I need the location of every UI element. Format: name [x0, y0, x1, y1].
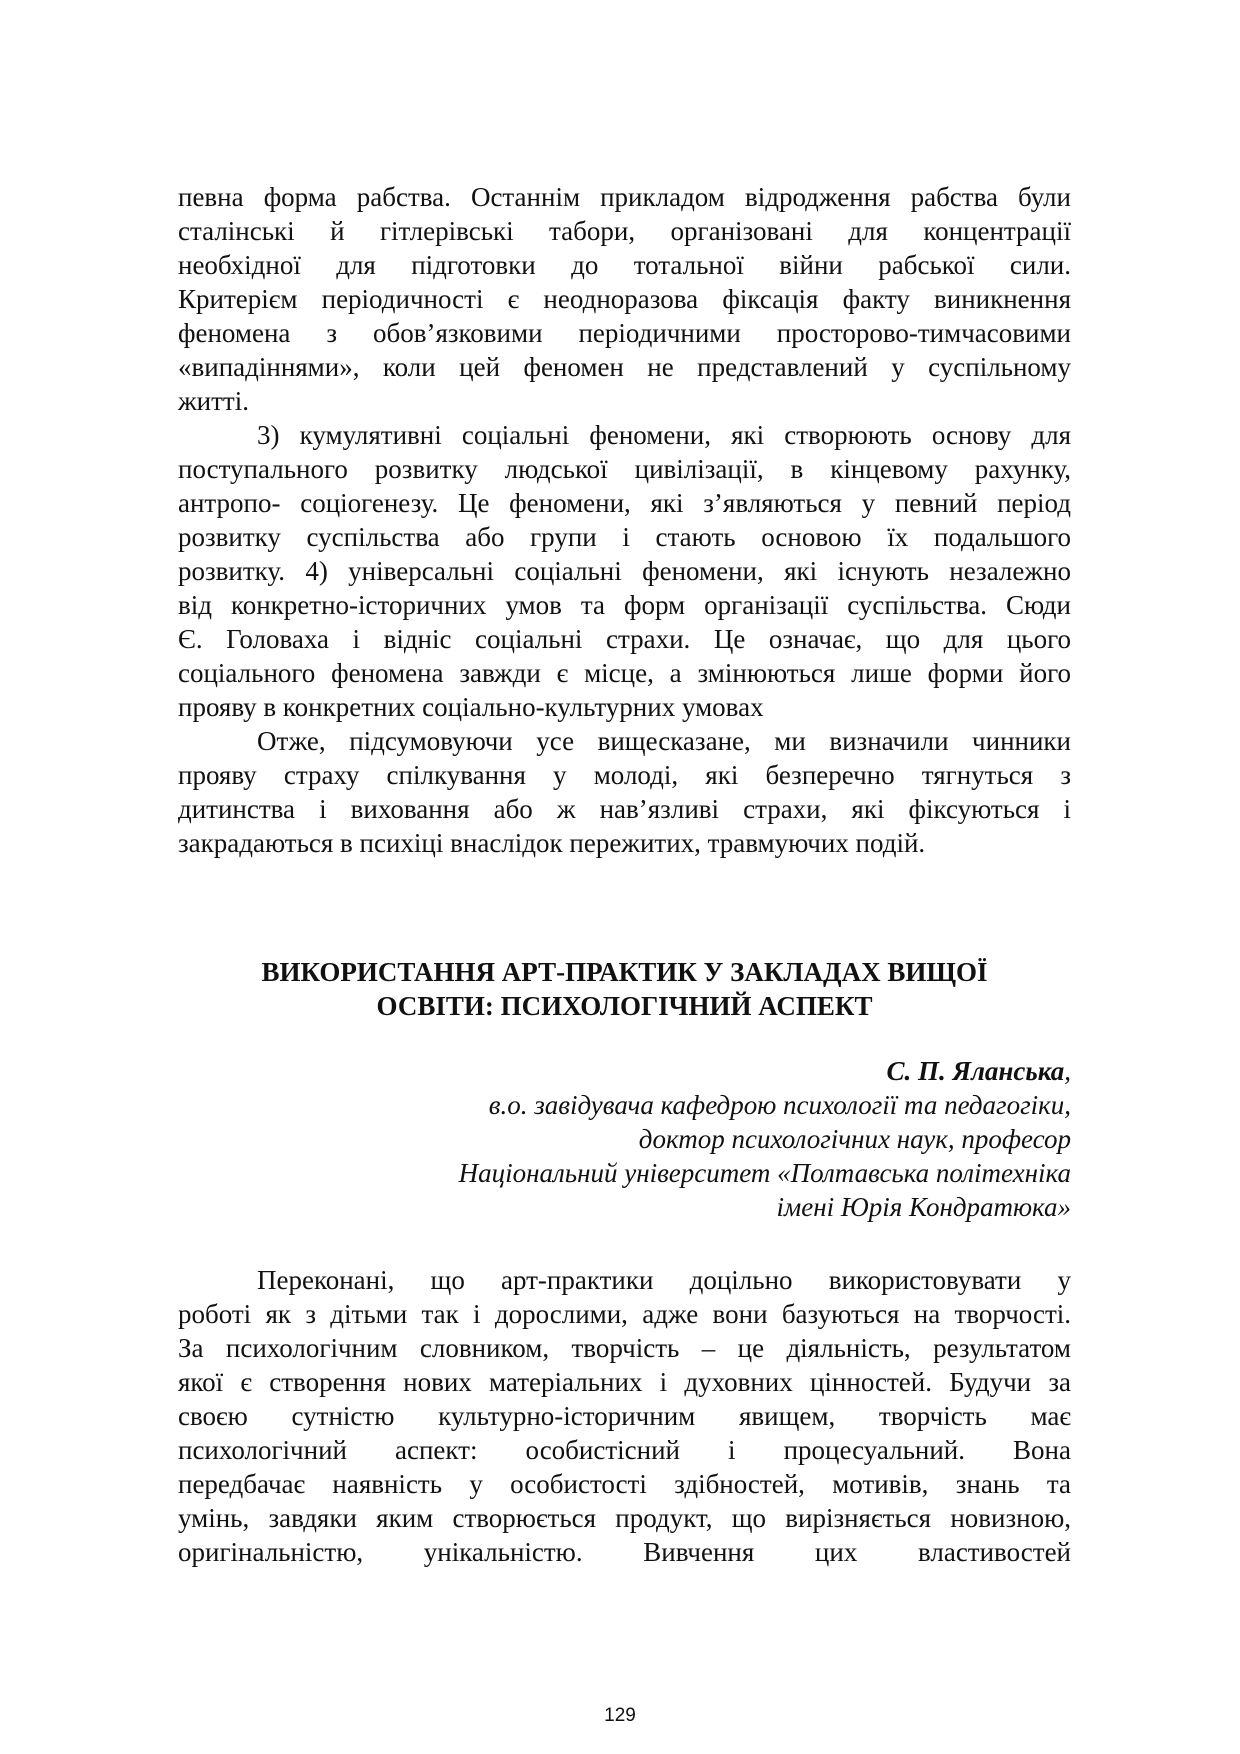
- body-text-continued: [178, 180, 1071, 860]
- text-line: прояву страху спілкування у молоді, які безперечно тягнуться з: [178, 760, 1071, 790]
- page-number: 129: [604, 1705, 636, 1726]
- author-affiliation: Національний університет «Полтавська політехніка: [458, 1158, 1071, 1188]
- text-line: прояву в конкретних соціально-культурних умовах: [178, 692, 764, 722]
- text-line: соціального феномена завжди є місце, а змінюються лише форми його: [178, 658, 1071, 688]
- text-line: необхідної для підготовки до тотальної війни рабської сили.: [178, 250, 1071, 280]
- paragraph: [178, 724, 1071, 860]
- author-name: С. П. Яланська: [886, 1056, 1065, 1086]
- text-line: своєю сутністю культурно-історичним явищем, творчість має: [178, 1401, 1071, 1431]
- text-line: психологічний аспект: особистісний і процесуальний. Вона: [178, 1435, 1071, 1465]
- text-line: закрадаються в психіці внаслідок пережитих, травмуючих подій.: [178, 828, 926, 858]
- text-line: розвитку. 4) універсальні соціальні феномени, які існують незалежно: [178, 556, 1071, 586]
- text-line: сталінські й гітлерівські табори, організовані для концентрації: [178, 216, 1071, 246]
- text-line: роботі як з дітьми так і дорослими, адже вони базуються на творчості.: [178, 1299, 1071, 1329]
- text-line: розвитку суспільства або групи і стають основою їх подальшого: [178, 522, 1071, 552]
- text-line: поступального розвитку людської цивілізації, в кінцевому рахунку,: [178, 454, 1071, 484]
- author-affiliation: в.о. завідувача кафедрою психології та педагогіки,: [488, 1090, 1071, 1120]
- text-line: Критерієм періодичності є неодноразова фіксація факту виникнення: [178, 284, 1071, 314]
- author-block: [178, 1054, 1071, 1224]
- text-line: феномена з обов’язковими періодичними просторово-тимчасовими: [178, 318, 1071, 348]
- text-line: ВИКОРИСТАННЯ АРТ-ПРАКТИК У ЗАКЛАДАХ ВИЩОЇ: [261, 957, 988, 987]
- text-line: Отже, підсумовуючи усе вищесказане, ми визначили чинники: [257, 726, 1071, 756]
- text-line: оригінальністю, унікальністю. Вивчення цих властивостей: [178, 1537, 1071, 1567]
- author-affiliation: імені Юрія Кондратюка»: [776, 1192, 1071, 1222]
- text-line: «випадіннями», коли цей феномен не представлений у суспільному: [178, 352, 1071, 382]
- article-body: [178, 1263, 1071, 1569]
- text-line: Є. Головаха і відніс соціальні страхи. Це означає, що для цього: [178, 624, 1071, 654]
- text-line: 3) кумулятивні соціальні феномени, які створюють основу для: [257, 420, 1071, 450]
- paragraph: [178, 418, 1071, 724]
- author-comma: ,: [1064, 1056, 1071, 1086]
- text-line: ОСВІТИ: ПСИХОЛОГІЧНИЙ АСПЕКТ: [376, 991, 873, 1021]
- text-line: умінь, завдяки яким створюється продукт, що вирізняється новизною,: [178, 1503, 1071, 1533]
- text-line: житті.: [178, 386, 249, 416]
- text-line: від конкретно-історичних умов та форм організації суспільства. Сюди: [178, 590, 1071, 620]
- text-line: певна форма рабства. Останнім прикладом відродження рабства були: [178, 182, 1071, 212]
- text-line: антропо- соціогенезу. Це феномени, які з’являються у певний період: [178, 488, 1071, 518]
- author-name-line: [178, 1054, 1071, 1088]
- article-title: [178, 955, 1071, 1023]
- text-line: передбачає наявність у особистості здібностей, мотивів, знань та: [178, 1469, 1071, 1499]
- text-line: дитинства і виховання або ж нав’язливі страхи, які фіксуються і: [178, 794, 1071, 824]
- text-line: якої є створення нових матеріальних і духовних цінностей. Будучи за: [178, 1367, 1071, 1397]
- text-line: За психологічним словником, творчість – це діяльність, результатом: [178, 1333, 1071, 1363]
- author-affiliation: доктор психологічних наук, професор: [638, 1124, 1071, 1154]
- paragraph: [178, 180, 1071, 418]
- paragraph: [178, 1263, 1071, 1569]
- text-line: Переконані, що арт-практики доцільно використовувати у: [257, 1265, 1071, 1295]
